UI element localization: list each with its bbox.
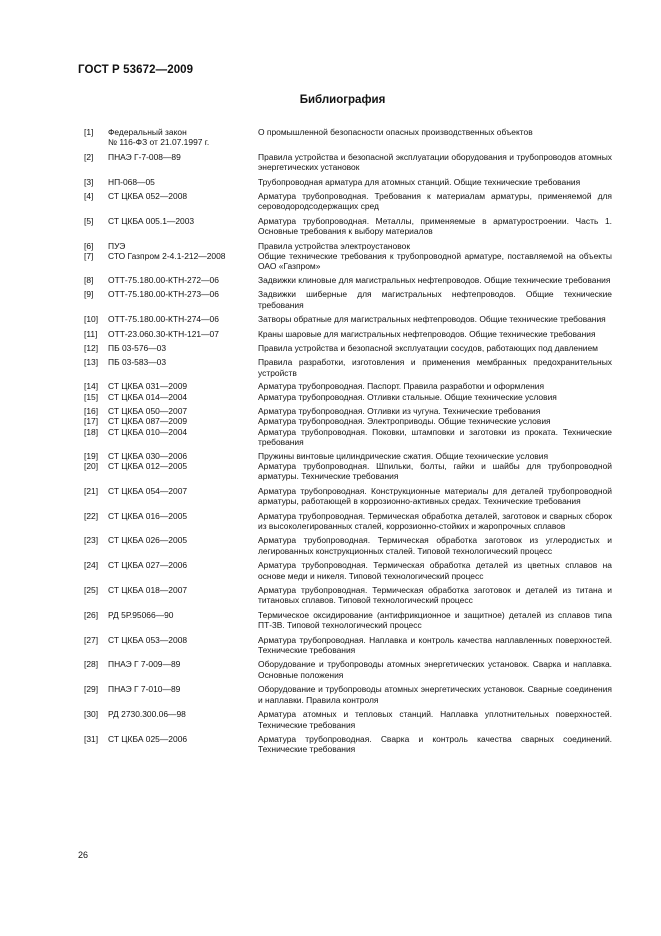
entry-number: [22] bbox=[84, 510, 99, 521]
bibliography-entry bbox=[84, 127, 612, 148]
entry-number: [2] bbox=[84, 151, 94, 162]
entry-description: Арматура трубопроводная. Отливки из чугуна. Технические требования bbox=[258, 405, 541, 416]
entry-description: Арматура трубопроводная. Требования к материалам арматуры, применяемой для сероводородсодержащих сред bbox=[258, 191, 612, 212]
entry-description: Арматура трубопроводная. Конструкционные материалы для деталей трубопроводной арматуры, работающей в коррозионно-активных средах. Технические требования bbox=[258, 485, 612, 507]
section-title: Библиография bbox=[299, 94, 386, 106]
entry-description: Затворы обратные для магистральных нефтепроводов. Общие технические требования bbox=[258, 314, 606, 325]
bibliography-entry bbox=[84, 734, 612, 755]
entry-reference: СТ ЦКБА 026—2005 bbox=[108, 535, 188, 546]
bibliography-entry bbox=[84, 585, 612, 606]
entry-number: [27] bbox=[84, 634, 99, 645]
entry-reference: СТ ЦКБА 031—2009 bbox=[108, 381, 188, 392]
entry-description: Арматура трубопроводная. Поковки, штамповки и заготовки из проката. Технические требования bbox=[258, 426, 612, 448]
bibliography-entry bbox=[84, 381, 612, 391]
entry-description: Арматура трубопроводная. Металлы, применяемые в арматуростроении. Часть 1. Основные требования к выбору материалов bbox=[258, 215, 612, 237]
bibliography-list bbox=[84, 127, 612, 755]
entry-reference: СТ ЦКБА 018—2007 bbox=[108, 585, 188, 596]
entry-number: [29] bbox=[84, 684, 99, 695]
entry-description: О промышленной безопасности опасных производственных объектов bbox=[258, 127, 533, 137]
entry-number: [23] bbox=[84, 535, 99, 546]
entry-number: [26] bbox=[84, 609, 99, 620]
entry-description: Правила устройства электроустановок bbox=[258, 240, 411, 251]
entry-number: [6] bbox=[84, 240, 94, 251]
entry-reference: РД 5Р.95066—90 bbox=[108, 609, 174, 620]
page-number: 26 bbox=[78, 850, 89, 860]
bibliography-entry bbox=[84, 451, 612, 461]
bibliography-entry bbox=[84, 289, 612, 310]
entry-reference: ОТТ-75.180.00-КТН-272—06 bbox=[108, 274, 219, 285]
entry-description: Пружины винтовые цилиндрические сжатия. Общие технические условия bbox=[258, 450, 549, 461]
bibliography-entry bbox=[84, 427, 612, 448]
entry-description: Задвижки клиновые для магистральных нефтепроводов. Общие технические требования bbox=[258, 274, 611, 285]
bibliography-entry bbox=[84, 511, 612, 532]
entry-number: [28] bbox=[84, 659, 99, 670]
entry-description: Общие технические требования к трубопроводной арматуре, поставляемой на объекты ОАО «Газпром» bbox=[258, 251, 612, 272]
entry-description: Арматура трубопроводная. Отливки стальные. Общие технические условия bbox=[258, 391, 557, 402]
entry-reference: Федеральный закон № 116-ФЗ от 21.07.1997 г. bbox=[108, 127, 210, 148]
entry-reference: ОТТ-75.180.00-КТН-274—06 bbox=[108, 314, 219, 325]
entry-number: [19] bbox=[84, 450, 99, 461]
entry-number: [21] bbox=[84, 485, 99, 496]
entry-reference: СТ ЦКБА 030—2006 bbox=[108, 450, 188, 461]
entry-description: Арматура трубопроводная. Термическая обработка деталей, заготовок и сварных сборок из высоколегированных сталей, коррозионно-стойких и жаропрочных сплавов bbox=[258, 510, 612, 531]
entry-reference: ПУЭ bbox=[108, 240, 126, 251]
bibliography-entry bbox=[84, 191, 612, 212]
bibliography-entry bbox=[84, 314, 612, 324]
bibliography-entry bbox=[84, 684, 612, 705]
entry-reference: ПБ 03-576—03 bbox=[108, 342, 167, 353]
bibliography-entry bbox=[84, 329, 612, 339]
entry-reference: ПНАЭ Г-7-008—89 bbox=[108, 151, 181, 162]
entry-reference: СТ ЦКБА 087—2009 bbox=[108, 416, 188, 427]
entry-reference: СТ ЦКБА 054—2007 bbox=[108, 485, 188, 496]
bibliography-entry bbox=[84, 659, 612, 680]
bibliography-entry bbox=[84, 461, 612, 482]
entry-number: [25] bbox=[84, 585, 99, 596]
entry-number: [12] bbox=[84, 342, 99, 353]
entry-number: [7] bbox=[84, 251, 94, 262]
entry-reference: СТ ЦКБА 050—2007 bbox=[108, 405, 188, 416]
entry-description: Оборудование и трубопроводы атомных энергетических установок. Сварные соединения и наплавки. Правила контроля bbox=[258, 684, 612, 705]
bibliography-entry bbox=[84, 275, 612, 285]
entry-description: Задвижки шиберные для магистральных нефтепроводов. Общие технические требования bbox=[258, 289, 612, 310]
entry-number: [13] bbox=[84, 357, 99, 368]
entry-description: Арматура трубопроводная. Термическая обработка заготовок из углеродистых и легированных конструкционных сталей. Типовой технологический процесс bbox=[258, 535, 612, 556]
entry-description: Краны шаровые для магистральных нефтепроводов. Общие технические требования bbox=[258, 328, 596, 339]
bibliography-entry bbox=[84, 610, 612, 631]
entry-description: Арматура трубопроводная. Шпильки, болты, гайки и шайбы для трубопроводной арматуры. Технические требования bbox=[258, 460, 612, 482]
entry-number: [10] bbox=[84, 314, 99, 325]
entry-reference: ОТТ-23.060.30-КТН-121—07 bbox=[108, 328, 219, 339]
entry-description: Термическое оксидирование (антифрикционное и защитное) деталей из сплавов типа ПТ-3В. Типовой технологический процесс bbox=[258, 609, 612, 631]
entry-number: [4] bbox=[84, 191, 94, 202]
entry-description: Арматура трубопроводная. Электроприводы. Общие технические условия bbox=[258, 416, 551, 427]
entry-description: Правила устройства и безопасной эксплуатации оборудования и трубопроводов атомных энергетических установок bbox=[258, 151, 612, 173]
entry-reference: СТ ЦКБА 005.1—2003 bbox=[108, 215, 195, 226]
document-header: ГОСТ Р 53672—2009 bbox=[78, 64, 194, 76]
entry-description: Арматура трубопроводная. Термическая обработка деталей из цветных сплавов на основе меди и никеля. Типовой технологический процесс bbox=[258, 560, 612, 581]
entry-number: [17] bbox=[84, 416, 99, 427]
entry-number: [31] bbox=[84, 733, 99, 744]
entry-reference: ОТТ-75.180.00-КТН-273—06 bbox=[108, 289, 219, 300]
bibliography-entry bbox=[84, 357, 612, 378]
entry-reference: СТ ЦКБА 016—2005 bbox=[108, 510, 188, 521]
entry-number: [18] bbox=[84, 426, 99, 437]
entry-reference: СТ ЦКБА 053—2008 bbox=[108, 634, 188, 645]
entry-number: [16] bbox=[84, 405, 99, 416]
entry-number: [5] bbox=[84, 215, 94, 226]
bibliography-entry bbox=[84, 392, 612, 402]
entry-description: Арматура трубопроводная. Сварка и контроль качества сварных соединений. Технические требования bbox=[258, 733, 612, 755]
entry-description: Трубопроводная арматура для атомных станций. Общие технические требования bbox=[258, 176, 581, 187]
entry-reference: ПНАЭ Г 7-009—89 bbox=[108, 659, 181, 670]
entry-reference: СТ ЦКБА 014—2004 bbox=[108, 391, 188, 402]
entry-description: Оборудование и трубопроводы атомных энергетических установок. Сварка и наплавка. Основные положения bbox=[258, 659, 612, 680]
entry-number: [1] bbox=[84, 127, 94, 137]
entry-description: Правила устройства и безопасной эксплуатации сосудов, работающих под давлением bbox=[258, 342, 598, 353]
bibliography-entry bbox=[84, 535, 612, 556]
entry-reference: ПНАЭ Г 7-010—89 bbox=[108, 684, 181, 695]
entry-reference: СТ ЦКБА 052—2008 bbox=[108, 191, 188, 202]
entry-description: Арматура трубопроводная. Наплавка и контроль качества наплавленных поверхностей. Технические требования bbox=[258, 634, 612, 656]
bibliography-entry bbox=[84, 560, 612, 581]
bibliography-entry bbox=[84, 635, 612, 656]
entry-reference: СТ ЦКБА 027—2006 bbox=[108, 560, 188, 571]
entry-number: [11] bbox=[84, 328, 98, 339]
entry-reference: НП-068—05 bbox=[108, 176, 155, 187]
entry-reference: РД 2730.300.06—98 bbox=[108, 709, 186, 720]
bibliography-entry bbox=[84, 177, 612, 187]
bibliography-entry bbox=[84, 251, 612, 272]
entry-number: [30] bbox=[84, 709, 99, 720]
entry-number: [14] bbox=[84, 381, 99, 392]
entry-number: [20] bbox=[84, 460, 99, 471]
entry-reference: СТ ЦКБА 010—2004 bbox=[108, 426, 188, 437]
entry-number: [3] bbox=[84, 176, 94, 187]
bibliography-entry bbox=[84, 709, 612, 730]
bibliography-entry bbox=[84, 241, 612, 251]
entry-number: [8] bbox=[84, 274, 94, 285]
entry-number: [15] bbox=[84, 391, 99, 402]
entry-description: Правила разработки, изготовления и применения мембранных предохранительных устройств bbox=[258, 357, 612, 378]
entry-description: Арматура атомных и тепловых станций. Наплавка уплотнительных поверхностей. Технические требования bbox=[258, 709, 612, 730]
entry-description: Арматура трубопроводная. Паспорт. Правила разработки и оформления bbox=[258, 381, 545, 392]
entry-number: [9] bbox=[84, 289, 94, 300]
entry-reference: СТ ЦКБА 012—2005 bbox=[108, 460, 188, 471]
bibliography-entry bbox=[84, 152, 612, 173]
entry-reference: ПБ 03-583—03 bbox=[108, 357, 167, 368]
entry-reference: СТ ЦКБА 025—2006 bbox=[108, 733, 188, 744]
entry-reference: СТО Газпром 2-4.1-212—2008 bbox=[108, 251, 226, 262]
bibliography-entry bbox=[84, 216, 612, 237]
bibliography-entry bbox=[84, 343, 612, 353]
entry-number: [24] bbox=[84, 560, 99, 571]
entry-description: Арматура трубопроводная. Термическая обработка заготовок и деталей из титана и титановых сплавов. Типовой технологический процесс bbox=[258, 585, 612, 606]
bibliography-entry bbox=[84, 486, 612, 507]
bibliography-entry bbox=[84, 416, 612, 426]
bibliography-entry bbox=[84, 406, 612, 416]
